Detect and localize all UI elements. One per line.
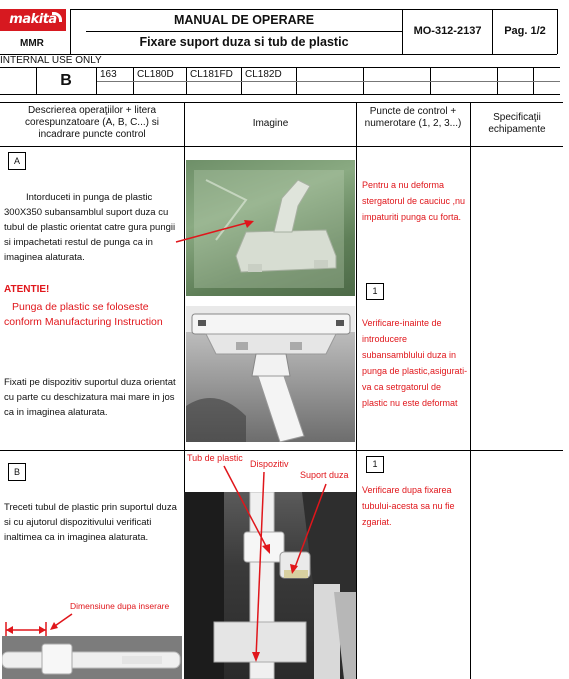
- attention-text: Punga de plastic se foloseste conform Manufacturing Instruction: [4, 301, 163, 328]
- section-a-control-text: Verificare-inainte de introducere subansamblului duza in punga de plastic,asigurati-va ca setrgatorul de plastic nu este deformat: [362, 318, 468, 408]
- dimension-arrows-icon: [2, 608, 182, 638]
- section-a-control-number: 1: [366, 283, 384, 300]
- section-a-note: Pentru a nu deforma stergatorul de cauciuc ,nu impaturiti punga cu forta.: [362, 180, 466, 222]
- model-4: CL182D: [245, 69, 282, 80]
- doc-number: MO-312-2137: [413, 25, 482, 37]
- section-b-control-text: Verificare dupa fixarea tubului-acesta sa nu fie zgariat.: [362, 485, 455, 527]
- section-a-letter: A: [8, 152, 26, 170]
- section-b-letter: B: [8, 463, 26, 481]
- col-description: Descrierea operaţiilor + litera corespunzatoare (A, B, C...) si incadrare puncte control: [25, 105, 159, 140]
- section-b-control-number: 1: [366, 456, 384, 473]
- makita-logo: [0, 9, 66, 31]
- dimension-label: Dimensiune dupa inserare: [70, 601, 170, 611]
- col-control-points: Puncte de control + numerotare (1, 2, 3...): [364, 106, 462, 129]
- model-code: MMR: [20, 38, 44, 49]
- model-3: CL181FD: [190, 69, 233, 80]
- col-image: Imagine: [252, 118, 289, 129]
- revision-letter: B: [60, 72, 72, 89]
- model-1: 163: [100, 69, 117, 80]
- doc-title: MANUAL DE OPERARE: [173, 13, 315, 27]
- internal-use-label: INTERNAL USE ONLY: [0, 55, 102, 66]
- section-a-instruction: Intorduceti in punga de plastic 300X350 subansamblul suport duza cu tubul de plastic orientat catre gura pungii si impachetati restul de punga ca in imaginea alaturata.: [4, 192, 176, 263]
- doc-subtitle: Fixare suport duza si tub de plastic: [139, 35, 349, 49]
- photo-tube-dimension: [2, 636, 182, 679]
- logo-swoosh-icon: [52, 12, 62, 22]
- model-2: CL180D: [137, 69, 174, 80]
- attention-title: ATENTIE!: [4, 284, 50, 295]
- page-number: Pag. 1/2: [504, 25, 546, 37]
- section-a-fix-text: Fixati pe dispozitiv suportul duza orientat cu parte cu deschizatura mai mare in jos ca in imaginea alaturata.: [4, 377, 176, 418]
- label-support: Suport duza: [300, 470, 349, 480]
- section-b-instruction: Treceti tubul de plastic prin suportul duza si cu ajutorul dispozitivului verificati inaltimea ca in imaginea alaturata.: [4, 502, 177, 543]
- label-pointer-arrows-icon: [184, 462, 356, 679]
- photo-nozzle-on-device: [186, 306, 355, 442]
- arrow-to-bag-icon: [170, 208, 260, 248]
- col-specs: Specificaţii echipamente: [488, 112, 546, 135]
- logo-text: makita: [9, 12, 57, 27]
- label-tube: Tub de plastic: [187, 453, 243, 463]
- label-device: Dispozitiv: [250, 459, 289, 469]
